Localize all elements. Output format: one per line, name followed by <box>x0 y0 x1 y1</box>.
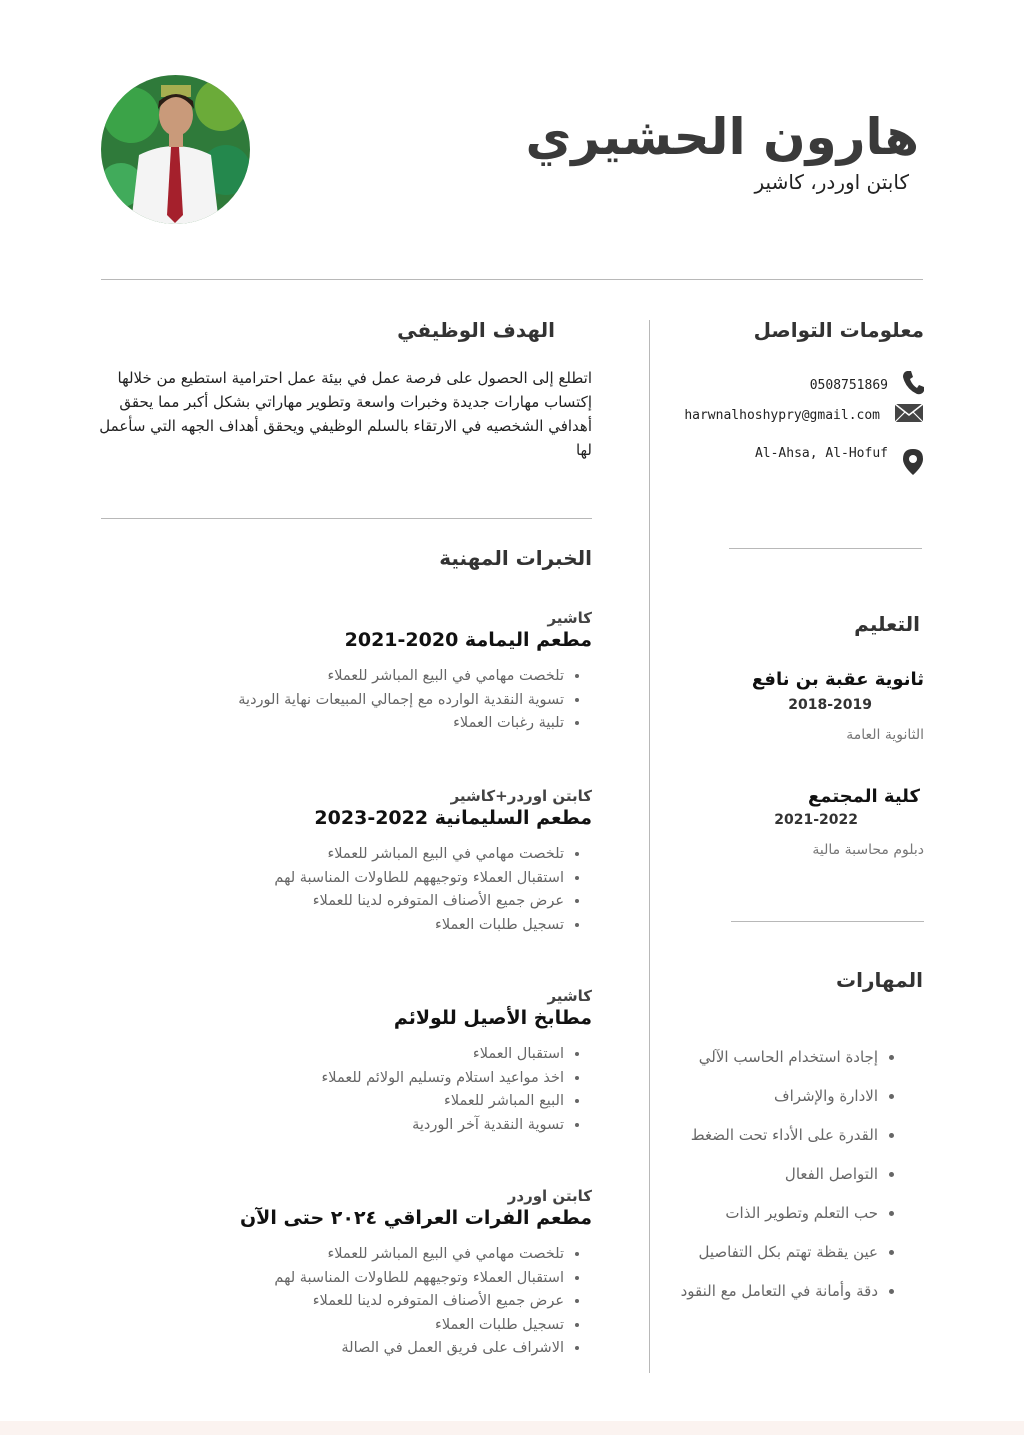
job-employer: مطعم اليمامة 2020-2021 <box>344 629 592 651</box>
skill-item: • التواصل الفعال <box>638 1155 878 1194</box>
resume-name: هارون الحشيري <box>525 108 919 166</box>
objective-divider <box>101 518 592 519</box>
duty-item: • تسجيل طلبات العملاء <box>32 914 564 938</box>
phone-icon <box>902 370 924 400</box>
edu-years-2: 2021-2022 <box>774 812 858 828</box>
objective-heading: الهدف الوظيفي <box>397 318 555 342</box>
job-duties <box>32 1243 592 1361</box>
job-role: كابتن اوردر+كاشير <box>450 787 592 805</box>
job-employer: مطعم الفرات العراقي ٢٠٢٤ حتى الآن <box>239 1207 592 1229</box>
job-entry <box>32 1187 592 1361</box>
duty-item: • استقبال العملاء <box>32 1043 564 1067</box>
skill-item: • حب التعلم وتطوير الذات <box>638 1194 878 1233</box>
duty-item: • الاشراف على فريق العمل في الصالة <box>32 1337 564 1361</box>
job-duties <box>32 1043 592 1137</box>
education-divider <box>731 921 924 922</box>
job-entry <box>32 987 592 1137</box>
job-title: كابتن اوردر، كاشير <box>754 170 909 194</box>
duty-item: • تلخصت مهامي في البيع المباشر للعملاء <box>32 665 564 689</box>
duty-item: • تسجيل طلبات العملاء <box>32 1314 564 1338</box>
job-employer: مطابخ الأصيل للولائم <box>393 1007 592 1029</box>
job-employer: مطعم السليمانية 2022-2023 <box>314 807 592 829</box>
duty-item: • استقبال العملاء وتوجيههم للطاولات المناسبة لهم <box>32 867 564 891</box>
duty-item: • عرض جميع الأصناف المتوفره لدينا للعملاء <box>32 1290 564 1314</box>
education-heading: التعليم <box>854 612 920 636</box>
job-role: كاشير <box>547 987 592 1005</box>
skill-item: • عين يقظة تهتم بكل التفاصيل <box>638 1233 878 1272</box>
edu-years-1: 2018-2019 <box>788 697 872 713</box>
contact-divider <box>729 548 922 549</box>
duty-item: • تلخصت مهامي في البيع المباشر للعملاء <box>32 1243 564 1267</box>
job-entry <box>32 787 592 937</box>
skill-item: • القدرة على الأداء تحت الضغط <box>638 1116 878 1155</box>
duty-item: • استقبال العملاء وتوجيههم للطاولات المناسبة لهم <box>32 1267 564 1291</box>
contact-heading: معلومات التواصل <box>753 318 924 342</box>
job-entry <box>32 609 592 736</box>
objective-text: اتطلع إلى الحصول على فرصة عمل في بيئة عمل احترامية استطيع من خلالها إكتساب مهارات جديدة وخبرات واسعة وتطوير مهاراتي بشكل أكبر مما يحقق أهدافي الشخصيه في الارتقاء بالسلم الوظيفي ويحقق أهداف الجهه التي سأعمل لها <box>99 369 592 459</box>
edu-school-1: ثانوية عقبة بن نافع <box>751 669 924 690</box>
job-duties <box>32 843 592 937</box>
contact-location-row <box>755 440 924 480</box>
phone-number[interactable]: 0508751869 <box>809 377 888 393</box>
job-duties <box>32 665 592 736</box>
profile-photo <box>101 75 250 224</box>
job-role: كاشير <box>547 609 592 627</box>
footer-strip <box>0 1421 1024 1435</box>
duty-item: • تلخصت مهامي في البيع المباشر للعملاء <box>32 843 564 867</box>
duty-item: • تسوية النقدية آخر الوردية <box>32 1114 564 1138</box>
location-text: Al-Ahsa, Al-Hofuf <box>754 445 888 461</box>
duty-item: • اخذ مواعيد استلام وتسليم الولائم للعملاء <box>32 1067 564 1091</box>
duty-item: • تلبية رغبات العملاء <box>32 712 564 736</box>
header-divider <box>101 279 923 280</box>
email-address[interactable]: harwnalhoshypry@gmail.com <box>684 407 880 423</box>
contact-email-row <box>684 403 924 427</box>
skills-list <box>638 1038 896 1311</box>
skill-item: • دقة وأمانة في التعامل مع النقود <box>638 1272 878 1311</box>
email-icon <box>894 403 924 427</box>
contact-phone-row <box>810 370 924 400</box>
edu-school-2: كلية المجتمع <box>807 786 920 807</box>
skills-heading: المهارات <box>836 968 923 992</box>
edu-degree-1: الثانوية العامة <box>846 727 924 743</box>
skill-item: • الادارة والإشراف <box>638 1077 878 1116</box>
experience-heading: الخبرات المهنية <box>439 546 592 570</box>
duty-item: • تسوية النقدية الوارده مع إجمالي المبيعات نهاية الوردية <box>32 689 564 713</box>
edu-degree-2: دبلوم محاسبة مالية <box>812 842 924 858</box>
skill-item: • إجادة استخدام الحاسب الآلي <box>638 1038 878 1077</box>
job-role: كابتن اوردر <box>507 1187 592 1205</box>
location-pin-icon <box>902 448 924 480</box>
duty-item: • عرض جميع الأصناف المتوفره لدينا للعملاء <box>32 890 564 914</box>
duty-item: • البيع المباشر للعملاء <box>32 1090 564 1114</box>
